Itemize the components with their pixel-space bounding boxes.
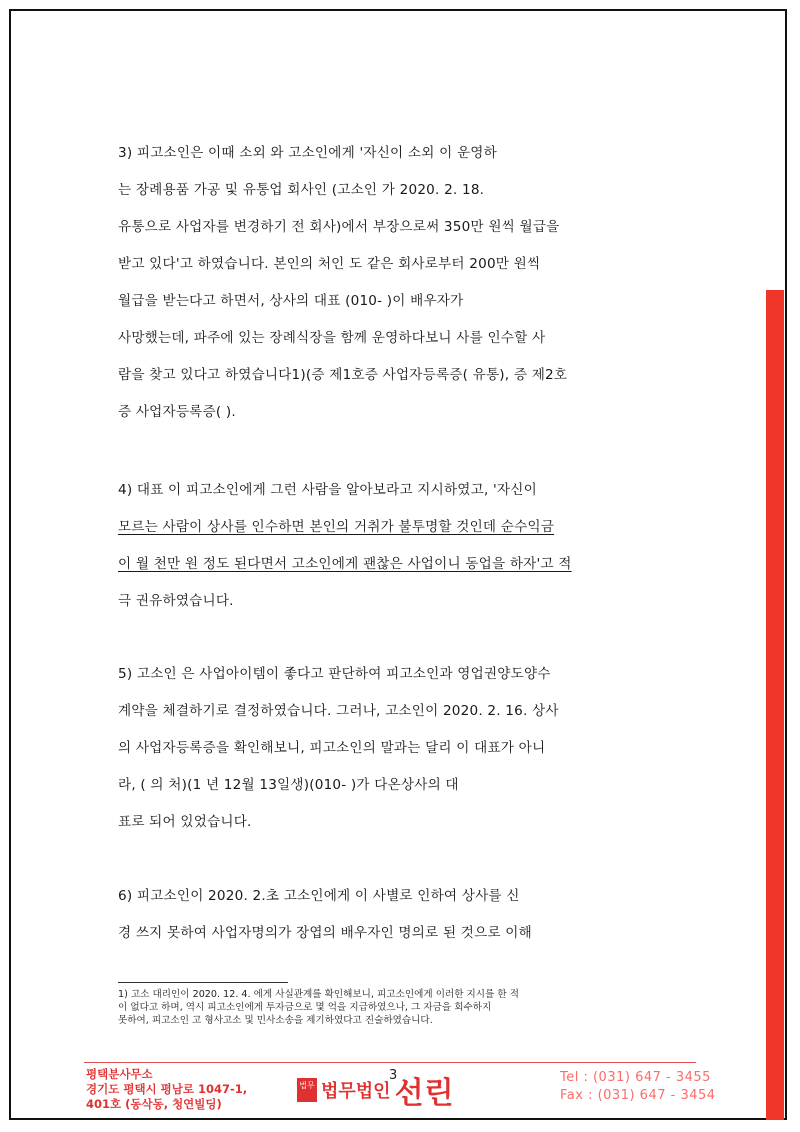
footnote-line: 이 없다고 하며, 역시 피고소인에게 투자금으로 몇 억을 지급하였으나, 그 자금을 회수하지 xyxy=(118,1002,492,1013)
footer-divider xyxy=(84,1062,696,1063)
firm-logo-icon: 법무 xyxy=(297,1078,317,1102)
footnote-line: 못하여, 피고소인 고 형사고소 및 민사소송을 제기하였다고 진술하였습니다. xyxy=(118,1015,433,1026)
footnote xyxy=(118,988,698,1027)
paragraph-line: 람을 찾고 있다고 하였습니다1)(증 제1호증 사업자등록증( 유통), 증 제2호 xyxy=(118,367,568,383)
paragraph-line-underlined: 모르는 사람이 상사를 인수하면 본인의 거취가 불투명할 것인데 순수익금 xyxy=(118,519,555,535)
paragraph-line: 유통으로 사업자를 변경하기 전 회사)에서 부장으로써 350만 원씩 월급을 xyxy=(118,219,560,235)
paragraph-line: 표로 되어 있었습니다. xyxy=(118,814,252,830)
footnote-line: 1) 고소 대리인이 2020. 12. 4. 에게 사실관계를 확인해보니, 피고소인에게 이러한 지시를 한 적 xyxy=(118,989,519,1000)
paragraph-line: 받고 있다'고 하였습니다. 본인의 처인 도 같은 회사로부터 200만 원씩 xyxy=(118,256,541,272)
paragraph-line: 3) 피고소인은 이때 소외 와 고소인에게 '자신이 소외 이 운영하 xyxy=(118,145,497,161)
firm-logo xyxy=(297,1068,455,1112)
paragraph-line: 의 사업자등록증을 확인해보니, 피고소인의 말과는 달리 이 대표가 아니 xyxy=(118,740,546,756)
paragraph-3 xyxy=(118,143,690,433)
paragraph-line: 는 장례용품 가공 및 유통업 회사인 (고소인 가 2020. 2. 18. xyxy=(118,182,485,198)
paragraph-line: 계약을 체결하기로 결정하였습니다. 그러나, 고소인이 2020. 2. 16. 상사 xyxy=(118,703,559,719)
fax-number: Fax : (031) 647 - 3454 xyxy=(560,1088,716,1103)
paragraph-5 xyxy=(118,664,690,844)
paragraph-line: 극 권유하였습니다. xyxy=(118,593,234,609)
firm-prefix: 법무법인 xyxy=(321,1081,391,1102)
paragraph-line: 4) 대표 이 피고소인에게 그런 사람을 알아보라고 지시하였고, '자신이 xyxy=(118,482,537,498)
page-number: 3 xyxy=(389,1068,398,1083)
tel-number: Tel : (031) 647 - 3455 xyxy=(560,1070,711,1085)
paragraph-line: 월급을 받는다고 하면서, 상사의 대표 (010- )이 배우자가 xyxy=(118,293,464,309)
paragraph-line: 5) 고소인 은 사업아이템이 좋다고 판단하여 피고소인과 영업권양도양수 xyxy=(118,666,551,682)
office-name: 평택분사무소 xyxy=(86,1067,153,1081)
contact-block xyxy=(560,1069,716,1105)
address-line-2: 401호 (동삭동, 청연빌딩) xyxy=(86,1097,222,1111)
firm-name: 선린 xyxy=(394,1076,455,1111)
side-accent-bar xyxy=(766,290,784,1120)
address-line-1: 경기도 평택시 평남로 1047-1, xyxy=(86,1082,248,1096)
paragraph-line: 경 쓰지 못하여 사업자명의가 장엽의 배우자인 명의로 된 것으로 이해 xyxy=(118,925,532,941)
paragraph-line: 사망했는데, 파주에 있는 장례식장을 함께 운영하다보니 사를 인수할 사 xyxy=(118,330,546,346)
office-address-block xyxy=(86,1067,247,1112)
footnote-divider xyxy=(118,982,288,983)
paragraph-line-underlined: 이 월 천만 원 정도 된다면서 고소인에게 괜찮은 사업이니 동업을 하자'고 적 xyxy=(118,556,572,572)
paragraph-line: 증 사업자등록증( ). xyxy=(118,404,236,420)
paragraph-4 xyxy=(118,480,690,620)
paragraph-line: 6) 피고소인이 2020. 2.초 고소인에게 이 사별로 인하여 상사를 신 xyxy=(118,888,520,904)
paragraph-line: 라, ( 의 처)(1 년 12월 13일생)(010- )가 다온상사의 대 xyxy=(118,777,459,793)
paragraph-6 xyxy=(118,886,690,956)
